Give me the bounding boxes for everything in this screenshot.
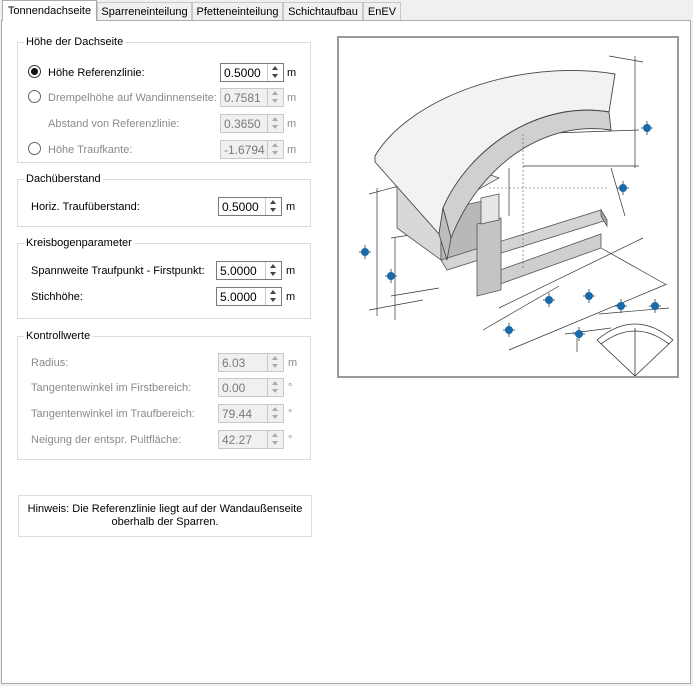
group-kontrollwerte	[17, 330, 311, 460]
spinbox-spannweite[interactable]	[216, 261, 282, 280]
value: 0.3650	[224, 117, 261, 131]
unit: m	[287, 67, 297, 79]
roof-preview	[337, 36, 679, 378]
floor-edge	[601, 210, 607, 226]
dimension-marker-icon	[617, 181, 629, 195]
spin-arrows	[267, 354, 283, 371]
spinbox-stichhoehe[interactable]	[216, 287, 282, 306]
label-hoehe-referenzlinie: Höhe Referenzlinie:	[48, 67, 145, 79]
value: 0.00	[222, 381, 246, 395]
spin-arrows	[267, 64, 283, 81]
spin-arrows	[267, 141, 283, 158]
unit: m	[286, 265, 296, 277]
value: -1.6794	[224, 143, 265, 157]
group-hoehe-dachseite	[17, 36, 311, 163]
unit: m	[287, 118, 297, 130]
spin-down-icon[interactable]	[268, 362, 283, 370]
unit: °	[288, 434, 293, 446]
spin-down-icon[interactable]	[266, 270, 281, 278]
spin-up-icon[interactable]	[268, 405, 283, 413]
spin-down-icon[interactable]	[268, 97, 283, 105]
row-drempelhoehe	[18, 88, 310, 108]
spin-down-icon[interactable]	[266, 296, 281, 304]
spin-up-icon[interactable]	[268, 431, 283, 439]
hint-line-1: Hinweis: Die Referenzlinie liegt auf der Wandaußenseite	[27, 503, 303, 515]
label-neigung-pult: Neigung der entspr. Pultfläche:	[31, 434, 182, 446]
spinbox-tangente-trauf[interactable]	[218, 404, 284, 423]
label-abstand-referenzlinie: Abstand von Referenzlinie:	[48, 118, 180, 130]
dimension-marker-icon	[503, 323, 515, 337]
spinbox-hoehe-traufkante[interactable]	[220, 140, 284, 159]
spinbox-drempelhoehe[interactable]	[220, 88, 284, 107]
label-drempelhoehe: Drempelhöhe auf Wandinnenseite:	[48, 92, 217, 104]
spinbox-traufueberstand[interactable]	[218, 197, 282, 216]
tab-pfetteneinteilung[interactable]: Pfetteneinteilung	[192, 2, 283, 20]
spinbox-abstand-referenzlinie[interactable]	[220, 114, 284, 133]
tab-panel	[1, 20, 691, 684]
group-title: Dachüberstand	[26, 173, 101, 185]
spin-arrows	[265, 288, 281, 305]
spin-arrows	[265, 262, 281, 279]
dimension-marker-icon	[583, 289, 595, 303]
spin-down-icon[interactable]	[268, 413, 283, 421]
spin-up-icon[interactable]	[268, 115, 283, 123]
label-spannweite: Spannweite Traufpunkt - Firstpunkt:	[31, 265, 205, 277]
dimension-marker-icon	[543, 293, 555, 307]
radio-hoehe-referenzlinie[interactable]	[28, 65, 41, 78]
unit: m	[288, 357, 298, 369]
unit: °	[288, 382, 293, 394]
row-stichhoehe	[18, 287, 310, 307]
group-title: Kreisbogenparameter	[26, 237, 132, 249]
dimension-marker-icon	[573, 327, 585, 341]
unit: m	[286, 291, 296, 303]
spin-down-icon[interactable]	[268, 439, 283, 447]
label-radius: Radius:	[31, 357, 69, 369]
spinbox-radius[interactable]	[218, 353, 284, 372]
unit: m	[287, 144, 297, 156]
value: 5.0000	[220, 264, 257, 278]
spinbox-neigung-pult[interactable]	[218, 430, 284, 449]
row-hoehe-traufkante	[18, 140, 310, 160]
spinbox-tangente-first[interactable]	[218, 378, 284, 397]
spin-down-icon[interactable]	[268, 72, 283, 80]
row-tangente-first	[18, 378, 310, 398]
spin-down-icon[interactable]	[268, 123, 283, 131]
tab-tonnendachseite[interactable]: Tonnendachseite	[2, 0, 97, 21]
tab-enev[interactable]: EnEV	[363, 2, 401, 20]
spin-up-icon[interactable]	[266, 288, 281, 296]
spin-down-icon[interactable]	[268, 149, 283, 157]
value: 0.7581	[224, 91, 261, 105]
label-traufueberstand: Horiz. Traufüberstand:	[31, 201, 140, 213]
label-tangente-first: Tangentenwinkel im Firstbereich:	[31, 382, 192, 394]
spin-up-icon[interactable]	[268, 89, 283, 97]
spin-up-icon[interactable]	[268, 141, 283, 149]
row-spannweite	[18, 261, 310, 281]
tab-schichtaufbau[interactable]: Schichtaufbau	[283, 2, 363, 20]
spin-arrows	[267, 115, 283, 132]
spin-arrows	[267, 405, 283, 422]
post	[477, 218, 501, 296]
row-radius	[18, 353, 310, 373]
group-title: Kontrollwerte	[26, 330, 91, 342]
tab-sparreneinteilung[interactable]: Sparreneinteilung	[97, 2, 192, 20]
spin-arrows	[265, 198, 281, 215]
inset-arc-diagram	[597, 324, 673, 376]
group-kreisbogenparameter	[17, 237, 311, 319]
spin-up-icon[interactable]	[268, 354, 283, 362]
barrel-roof-diagram	[339, 38, 677, 376]
radio-hoehe-traufkante[interactable]	[28, 142, 41, 155]
unit: m	[286, 201, 296, 213]
tab-bar	[0, 0, 693, 22]
spin-arrows	[267, 379, 283, 396]
spin-down-icon[interactable]	[268, 387, 283, 395]
label-stichhoehe: Stichhöhe:	[31, 291, 83, 303]
spin-up-icon[interactable]	[268, 379, 283, 387]
label-tangente-trauf: Tangentenwinkel im Traufbereich:	[31, 408, 195, 420]
hint-box	[18, 495, 312, 537]
dimension-marker-icon	[641, 121, 653, 135]
dimension-marker-icon	[359, 245, 371, 259]
value: 5.0000	[220, 290, 257, 304]
row-tangente-trauf	[18, 404, 310, 424]
value: 0.5000	[224, 66, 261, 80]
spin-up-icon[interactable]	[268, 64, 283, 72]
unit: °	[288, 408, 293, 420]
spinbox-hoehe-referenzlinie[interactable]	[220, 63, 284, 82]
hint-line-2: oberhalb der Sparren.	[111, 516, 219, 528]
spin-up-icon[interactable]	[266, 262, 281, 270]
radio-drempelhoehe[interactable]	[28, 90, 41, 103]
label-hoehe-traufkante: Höhe Traufkante:	[48, 144, 133, 156]
row-hoehe-referenzlinie	[18, 63, 310, 83]
row-traufueberstand	[18, 197, 310, 217]
spin-up-icon[interactable]	[266, 198, 281, 206]
row-neigung-pult	[18, 430, 310, 450]
spin-arrows	[267, 431, 283, 448]
group-title: Höhe der Dachseite	[26, 36, 124, 48]
dimension-marker-icon	[649, 299, 661, 313]
spin-arrows	[267, 89, 283, 106]
post-cap	[481, 194, 499, 224]
unit: m	[287, 92, 297, 104]
value: 79.44	[222, 407, 253, 421]
value: 42.27	[222, 433, 253, 447]
row-abstand-referenzlinie	[18, 114, 310, 134]
spin-down-icon[interactable]	[266, 206, 281, 214]
value: 6.03	[222, 356, 246, 370]
value: 0.5000	[222, 200, 259, 214]
group-dachueberstand	[17, 173, 311, 227]
